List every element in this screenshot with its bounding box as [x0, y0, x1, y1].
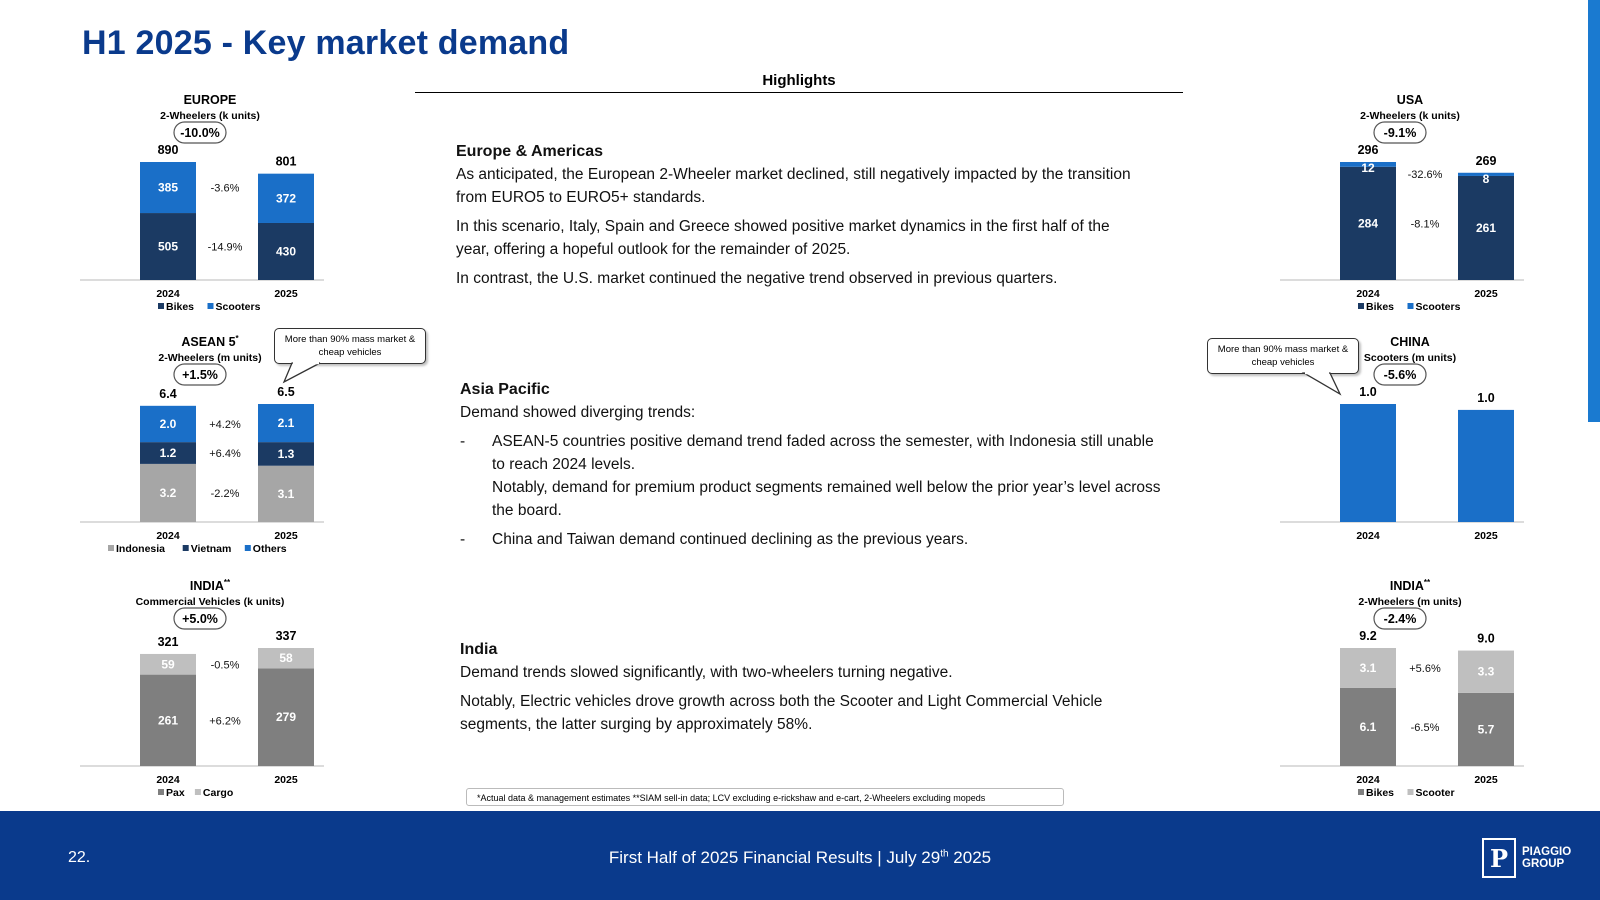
data-label: 5.7	[1477, 722, 1495, 737]
legend-swatch	[183, 545, 189, 551]
piaggio-logo	[1482, 838, 1571, 878]
chart-subtitle: 2-Wheelers (m units)	[158, 352, 262, 364]
callout-text: More than 90% mass market & cheap vehicles	[284, 334, 416, 358]
paragraph: Notably, Electric vehicles drove growth across both the Scooter and Light Commercial Vehicle segments, the latter surging by approximately 58%.	[460, 693, 1103, 733]
caption-superscript: th	[940, 848, 949, 860]
legend-swatch	[1408, 789, 1414, 795]
x-tick-label: 2025	[1474, 530, 1498, 542]
data-label: 284	[1357, 216, 1379, 231]
paragraph: As anticipated, the European 2-Wheeler market declined, still negatively impacted by the transition from EURO5 to EURO5+ standards.	[456, 166, 1131, 206]
change-label: -6.5%	[1410, 721, 1440, 734]
data-label: 372	[275, 191, 297, 206]
total-change-label: -2.4%	[1383, 612, 1417, 626]
chart-legend	[158, 787, 233, 799]
legend-label: Indonesia	[116, 543, 166, 555]
bullet-marker: -	[460, 433, 466, 450]
legend-label: Bikes	[166, 301, 195, 313]
chart-title: INDIA**	[1389, 578, 1431, 593]
piaggio-logo-icon	[1482, 838, 1516, 878]
change-label: +6.2%	[209, 715, 241, 728]
x-tick-label: 2024	[156, 288, 180, 300]
total-label: 9.2	[1359, 629, 1377, 643]
total-label: 9.0	[1477, 631, 1495, 646]
legend-label: Pax	[166, 787, 185, 799]
list-item	[460, 430, 1170, 522]
chart-legend	[108, 543, 287, 555]
chart-legend	[158, 301, 261, 313]
data-label: 430	[275, 244, 297, 259]
chart-title: CHINA	[1390, 335, 1430, 349]
total-label: 337	[275, 629, 297, 643]
section-india	[460, 638, 1160, 742]
data-label: 1.2	[159, 446, 177, 461]
change-label: -2.2%	[210, 487, 240, 500]
chart-title: USA	[1396, 93, 1424, 107]
x-tick-label: 2025	[274, 774, 298, 786]
chart-subtitle: 2-Wheelers (k units)	[160, 110, 260, 122]
chart-subtitle: 2-Wheelers (m units)	[1358, 596, 1462, 608]
data-label: 261	[157, 713, 179, 728]
paragraph: Demand showed diverging trends:	[460, 404, 696, 421]
change-label: -32.6%	[1407, 169, 1443, 181]
total-label: 6.4	[159, 386, 177, 401]
legend-swatch	[1358, 303, 1364, 309]
legend-label: Scooters	[215, 301, 261, 313]
legend-swatch	[1358, 789, 1364, 795]
data-label: 3.3	[1477, 664, 1495, 679]
data-label: 2.1	[277, 416, 295, 431]
data-label: 58	[279, 651, 293, 666]
page-title: H1 2025 - Key market demand	[82, 24, 570, 62]
legend-swatch	[158, 303, 164, 309]
paragraph: Demand trends slowed significantly, with two-wheelers turning negative.	[460, 664, 953, 681]
legend-label: Vietnam	[190, 543, 232, 555]
legend-swatch	[158, 789, 164, 795]
total-label: 801	[275, 154, 297, 169]
india-cv-chart	[70, 574, 350, 814]
data-label: 505	[157, 239, 179, 254]
bullet-marker: -	[460, 531, 466, 548]
highlights-divider	[415, 92, 1183, 93]
x-tick-label: 2024	[1356, 530, 1380, 542]
callout-text: More than 90% mass market & cheap vehicles	[1217, 344, 1349, 368]
data-label: 6.1	[1359, 719, 1377, 734]
x-tick-label: 2024	[156, 530, 180, 542]
logo-line: PIAGGIO	[1522, 846, 1572, 858]
total-change-label: +5.0%	[182, 612, 218, 626]
data-label: 2.0	[159, 416, 177, 431]
chart-subtitle: Scooters (m units)	[1363, 352, 1457, 364]
total-label: 296	[1357, 143, 1379, 157]
change-label: -14.9%	[207, 241, 243, 254]
bullet-text: China and Taiwan demand continued declining as the previous years.	[492, 531, 969, 548]
total-label: 1.0	[1359, 385, 1377, 399]
legend-label: Cargo	[202, 787, 234, 799]
footer-caption	[0, 848, 1600, 868]
chart-legend	[1358, 301, 1461, 313]
total-change-label: -10.0%	[180, 126, 220, 140]
section-heading: Europe & Americas	[456, 143, 604, 160]
total-change-label: -9.1%	[1383, 126, 1417, 140]
bullet-text: Notably, demand for premium product segments remained well below the prior year’s level across the board.	[492, 479, 1161, 519]
total-label: 321	[157, 634, 179, 649]
data-label: 3.2	[159, 485, 177, 500]
footer	[0, 811, 1600, 900]
legend-label: Bikes	[1366, 301, 1395, 313]
chart-title: EUROPE	[183, 93, 237, 107]
europe-chart	[70, 88, 350, 328]
data-label: 261	[1475, 220, 1497, 235]
change-label: -3.6%	[210, 182, 240, 195]
x-tick-label: 2025	[1474, 288, 1498, 300]
x-tick-label: 2025	[274, 288, 298, 300]
caption-end: 2025	[948, 848, 992, 867]
total-label: 890	[157, 143, 179, 157]
section-europe-americas	[456, 140, 1146, 296]
change-label: -8.1%	[1410, 218, 1440, 231]
x-tick-label: 2024	[1356, 288, 1380, 300]
bar-segment	[1458, 410, 1514, 522]
legend-swatch	[1408, 303, 1414, 309]
footnote: *Actual data & management estimates **SIAM sell-in data; LCV excluding e-rickshaw and e-cart, 2-Wheelers excluding mopeds	[466, 788, 1064, 806]
chart-subtitle: Commercial Vehicles (k units)	[135, 596, 285, 608]
usa-chart	[1270, 88, 1550, 328]
logo-line: GROUP	[1522, 858, 1565, 870]
page-number: 22.	[68, 849, 91, 866]
total-label: 6.5	[277, 385, 295, 399]
paragraph: In this scenario, Italy, Spain and Greece showed positive market dynamics in the first half of the year, offering a hopeful outlook for the remainder of 2025.	[456, 218, 1110, 258]
chart-subtitle: 2-Wheelers (k units)	[1360, 110, 1460, 122]
data-label: 3.1	[277, 486, 295, 501]
total-change-label: -5.6%	[1383, 368, 1417, 382]
total-label: 269	[1475, 153, 1497, 168]
china-callout	[1207, 338, 1359, 374]
chart-legend	[1358, 787, 1455, 799]
highlights-title: Highlights	[762, 72, 836, 89]
logo-letter: P	[1489, 843, 1509, 873]
bullet-list	[460, 430, 1170, 551]
section-asia-pacific	[460, 378, 1170, 557]
data-label: 385	[157, 180, 179, 195]
bar-segment	[1340, 404, 1396, 522]
chart-title: ASEAN 5*	[181, 334, 239, 349]
total-label: 1.0	[1477, 390, 1495, 405]
x-tick-label: 2025	[274, 530, 298, 542]
change-label: +6.4%	[209, 448, 241, 461]
legend-label: Bikes	[1366, 787, 1395, 799]
x-tick-label: 2024	[1356, 774, 1380, 786]
change-label: +4.2%	[209, 418, 241, 431]
legend-label: Scooter	[1415, 787, 1455, 799]
data-label: 279	[275, 710, 297, 725]
legend-swatch	[108, 545, 114, 551]
total-change-label: +1.5%	[182, 368, 218, 382]
section-heading: Asia Pacific	[460, 381, 550, 398]
data-label: 1.3	[277, 446, 295, 461]
accent-bar	[1588, 0, 1600, 422]
legend-label: Scooters	[1415, 301, 1461, 313]
logo-name	[1522, 846, 1571, 870]
legend-swatch	[195, 789, 201, 795]
legend-swatch	[208, 303, 214, 309]
change-label: +5.6%	[1409, 662, 1441, 675]
asean-callout-tail	[280, 362, 340, 384]
bullet-text: ASEAN-5 countries positive demand trend faded across the semester, with Indonesia still unable to reach 2024 levels.	[492, 433, 1154, 473]
list-item	[460, 528, 1170, 551]
change-label: -0.5%	[210, 659, 240, 672]
data-label: 59	[161, 657, 175, 672]
data-label: 12	[1361, 161, 1375, 175]
section-heading: India	[460, 641, 498, 658]
x-tick-label: 2024	[156, 774, 180, 786]
chart-title: INDIA**	[189, 578, 231, 593]
china-callout-tail	[1300, 372, 1350, 396]
legend-label: Others	[252, 543, 287, 555]
data-label: 3.1	[1359, 660, 1377, 675]
caption-text: First Half of 2025 Financial Results | July 29	[608, 848, 941, 867]
legend-swatch	[245, 545, 251, 551]
x-tick-label: 2025	[1474, 774, 1498, 786]
paragraph: In contrast, the U.S. market continued the negative trend observed in previous quarters.	[456, 270, 1058, 287]
asean-callout	[274, 328, 426, 364]
india-2w-chart	[1270, 574, 1550, 814]
data-label: 8	[1482, 171, 1490, 186]
